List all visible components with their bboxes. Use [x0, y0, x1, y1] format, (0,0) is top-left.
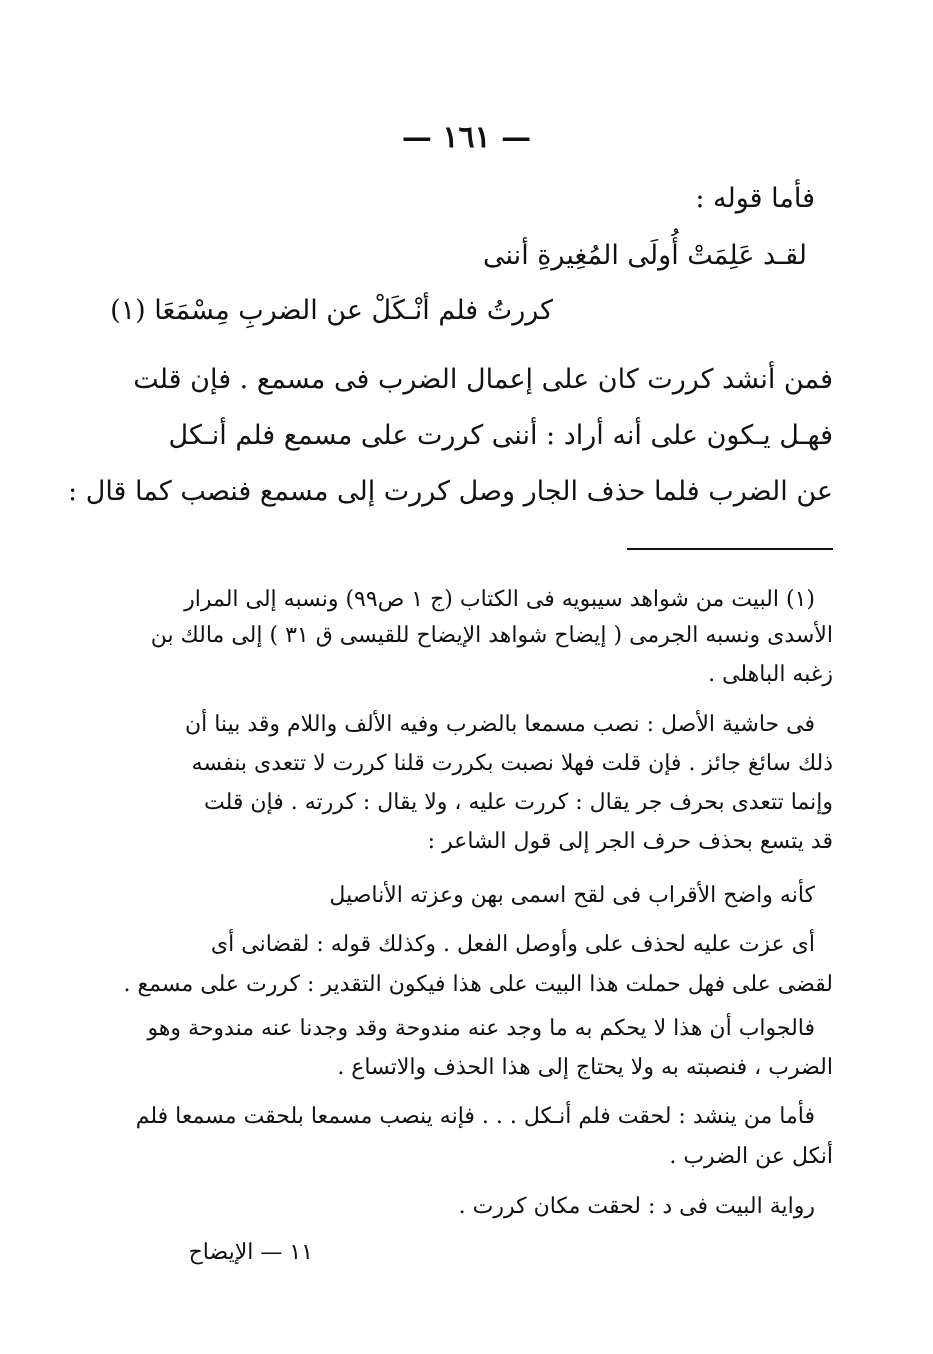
- hashiya-line-3: وإنما تتعدى بحرف جر يقال : كررت عليه ، ولا يقال : كررته . فإن قلت: [203, 790, 833, 815]
- verse-hemistich-1: لقـد عَلِمَتْ أُولَى المُغِيرةِ أننى: [483, 240, 807, 271]
- intro-line: فأما قوله :: [695, 183, 815, 214]
- body-line-3: عن الضرب فلما حذف الجار وصل كررت إلى مسمع فنصب كما قال :: [68, 476, 833, 507]
- after-verse-line-1: أى عزت عليه لحذف على وأوصل الفعل . وكذلك قوله : لقضانى أى: [210, 932, 815, 957]
- riwaya-line-1: فأما من ينشد : لحقت فلم أنـكل . . . فإنه ينصب مسمعا بلحقت مسمعا فلم: [135, 1104, 815, 1129]
- riwaya-line-2: أنكل عن الضرب .: [669, 1144, 833, 1169]
- footnote-separator: [627, 548, 833, 550]
- riwaya-d-line: رواية البيت فى د : لحقت مكان كررت .: [458, 1194, 815, 1219]
- hashiya-line-2: ذلك سائغ جائز . فإن قلت فهلا نصبت بكررت قلنا كررت لا تتعدى بنفسه: [191, 751, 833, 776]
- after-verse-line-2: لقضى على فهل حملت هذا البيت على هذا فيكون التقدير : كررت على مسمع .: [123, 972, 833, 997]
- verse-hemistich-2: كررتُ فلم أنْـكَلْ عن الضربِ مِسْمَعَا (١): [110, 295, 553, 326]
- hashiya-line-1: فى حاشية الأصل : نصب مسمعا بالضرب وفيه الألف واللام وقد بينا أن: [184, 712, 815, 737]
- page-number: — ١٦١ —: [401, 120, 532, 155]
- footnote-verse: كأنه واضح الأقراب فى لقح اسمى بهن وعزته الأناصيل: [329, 883, 815, 908]
- footnote-1-line-3: زغبه الباهلى .: [708, 662, 833, 687]
- footnote-1-line-2: الأسدى ونسبه الجرمى ( إيضاح شواهد الإيضاح للقيسى ق ٣١ ) إلى مالك بن: [150, 623, 833, 648]
- footnote-1-line-1: (١) البيت من شواهد سيبويه فى الكتاب (ج ١ ص٩٩) ونسبه إلى المرار: [184, 587, 815, 612]
- body-line-2: فهـل يـكون على أنه أراد : أننى كررت على مسمع فلم أنـكل: [168, 420, 833, 451]
- signature-mark: ١١ — الإيضاح: [188, 1240, 313, 1265]
- answer-line-2: الضرب ، فنصبته به ولا يحتاج إلى هذا الحذف والاتساع .: [337, 1055, 833, 1080]
- hashiya-line-4: قد يتسع بحذف حرف الجر إلى قول الشاعر :: [427, 829, 833, 854]
- body-line-1: فمن أنشد كررت كان على إعمال الضرب فى مسمع . فإن قلت: [133, 364, 833, 395]
- answer-line-1: فالجواب أن هذا لا يحكم به ما وجد عنه مندوحة وقد وجدنا عنه مندوحة وهو: [147, 1016, 815, 1041]
